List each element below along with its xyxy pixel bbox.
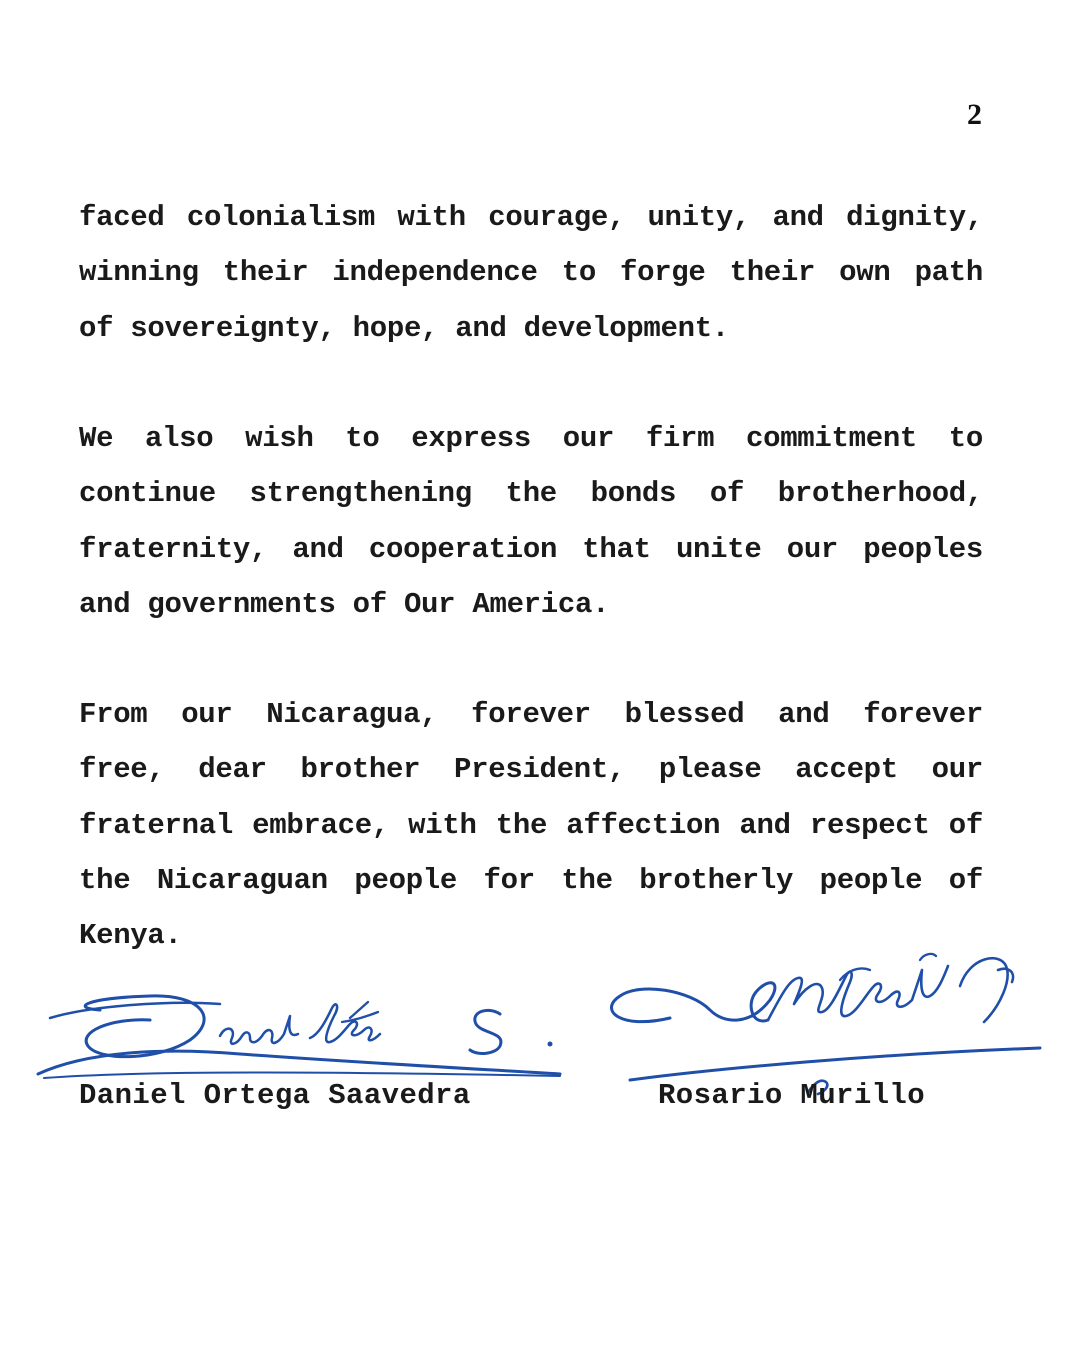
paragraph-3-text: From our Nicaragua, forever blessed and forever free, dear brother President, please accept our fraternal embrace, with the affection and respect of the Nicaraguan people for the brotherly people of Kenya.	[79, 698, 983, 953]
paragraph-2-text: We also wish to express our firm commitment to continue strengthening the bonds of brotherhood, fraternity, and cooperation that unite our peoples and governments of Our America.	[79, 422, 983, 621]
signer-name-right: Rosario Murillo	[658, 1079, 926, 1112]
paragraph-1	[79, 190, 983, 356]
signature-daniel-ortega	[30, 978, 570, 1088]
paragraph-1-text: faced colonialism with courage, unity, and dignity, winning their independence to forge their own path of sovereignty, hope, and development.	[79, 201, 983, 345]
signer-name-left: Daniel Ortega Saavedra	[79, 1079, 471, 1112]
page-number: 2	[967, 98, 982, 131]
paragraph-2	[79, 411, 983, 632]
signature-rosario-murillo	[600, 940, 1050, 1090]
paragraph-3	[79, 687, 983, 963]
